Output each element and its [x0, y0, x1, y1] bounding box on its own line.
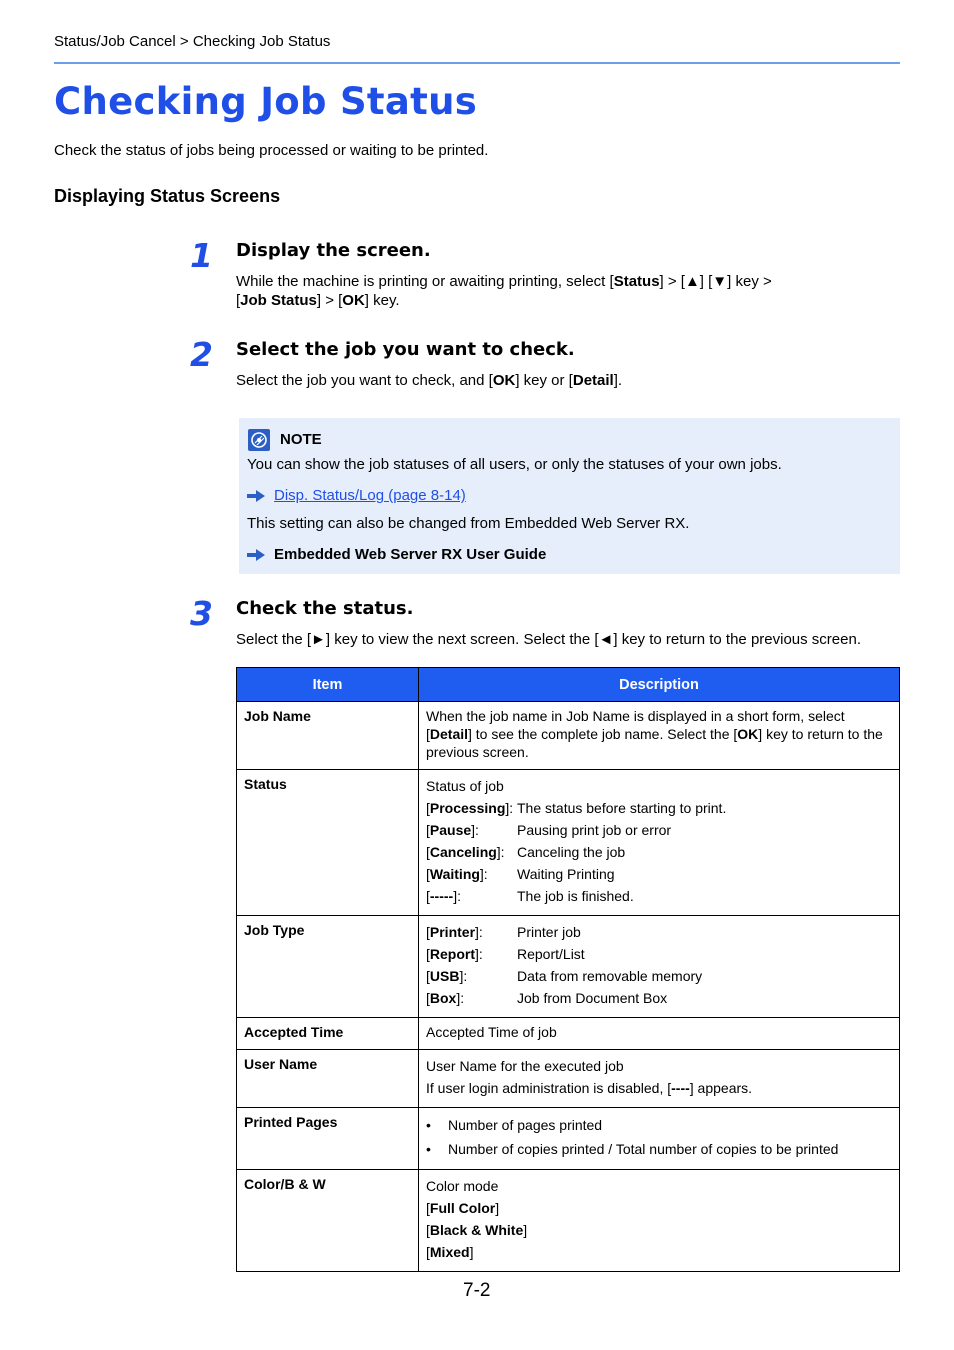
arrow-right-icon — [247, 490, 265, 502]
note-ref-row — [247, 546, 546, 563]
description-cell: Color mode [Full Color] [Black & White] [Mixed] — [419, 1170, 900, 1272]
step-number-2: 2 — [190, 335, 213, 374]
table-row — [237, 1108, 900, 1170]
header-rule — [54, 62, 900, 64]
page-title: Checking Job Status — [54, 80, 478, 123]
disp-status-log-link[interactable]: Disp. Status/Log (page 8-14) — [274, 487, 466, 504]
note-icon — [248, 429, 270, 451]
step-title-2: Select the job you want to check. — [236, 339, 575, 360]
table-row — [237, 1018, 900, 1050]
step-text-1: While the machine is printing or awaiting printing, select [Status] > [▲] [▼] key > [Job Status] > [OK] key. — [236, 273, 772, 309]
item-cell: User Name — [237, 1050, 419, 1108]
item-cell: Job Name — [237, 702, 419, 770]
table-row — [237, 916, 900, 1018]
step-number-3: 3 — [190, 594, 213, 633]
item-cell: Printed Pages — [237, 1108, 419, 1170]
arrow-right-icon — [247, 549, 265, 561]
table-row — [237, 1050, 900, 1108]
note-label: NOTE — [280, 431, 322, 448]
table-row — [237, 1170, 900, 1272]
table-row — [237, 770, 900, 916]
description-cell: Status of job [Processing]: The status before starting to print. [Pause]: Pausing print job or error [Canceling]: Canceling the job [Waiting]: Waiting Printing [-----]: The job is finished. — [419, 770, 900, 916]
description-cell: User Name for the executed job If user login administration is disabled, [----] appears. — [419, 1050, 900, 1108]
item-cell: Job Type — [237, 916, 419, 1018]
description-cell: Accepted Time of job — [419, 1018, 900, 1050]
column-header-item: Item — [237, 668, 419, 702]
intro-text: Check the status of jobs being processed or waiting to be printed. — [54, 142, 489, 159]
note-link-row — [247, 487, 466, 504]
table-row — [237, 702, 900, 770]
step-text-2: Select the job you want to check, and [OK] key or [Detail]. — [236, 372, 623, 389]
step-title-1: Display the screen. — [236, 240, 431, 261]
description-cell: • Number of pages printed • Number of copies printed / Total number of copies to be printed — [419, 1108, 900, 1170]
step-number-1: 1 — [190, 236, 213, 275]
section-heading: Displaying Status Screens — [54, 186, 281, 206]
item-cell: Status — [237, 770, 419, 916]
note-text-2: This setting can also be changed from Embedded Web Server RX. — [247, 515, 690, 532]
description-cell: When the job name in Job Name is displayed in a short form, select [Detail] to see the complete job name. Select the [OK] key to return to the previous screen. — [419, 702, 900, 770]
column-header-description: Description — [419, 668, 900, 702]
page-number: 7-2 — [463, 1280, 491, 1301]
breadcrumb: Status/Job Cancel > Checking Job Status — [54, 33, 331, 50]
item-cell: Accepted Time — [237, 1018, 419, 1050]
guide-reference: Embedded Web Server RX User Guide — [274, 546, 547, 563]
note-box — [239, 418, 900, 574]
description-cell: [Printer]: Printer job [Report]: Report/List [USB]: Data from removable memory [Box]: Job from Document Box — [419, 916, 900, 1018]
table-header-row — [237, 668, 900, 702]
step-text-3: Select the [►] key to view the next screen. Select the [◄] key to return to the previous screen. — [236, 631, 861, 648]
job-status-table — [236, 667, 900, 1272]
item-cell: Color/B & W — [237, 1170, 419, 1272]
step-title-3: Check the status. — [236, 598, 414, 619]
note-text-1: You can show the job statuses of all users, or only the statuses of your own jobs. — [247, 456, 782, 473]
